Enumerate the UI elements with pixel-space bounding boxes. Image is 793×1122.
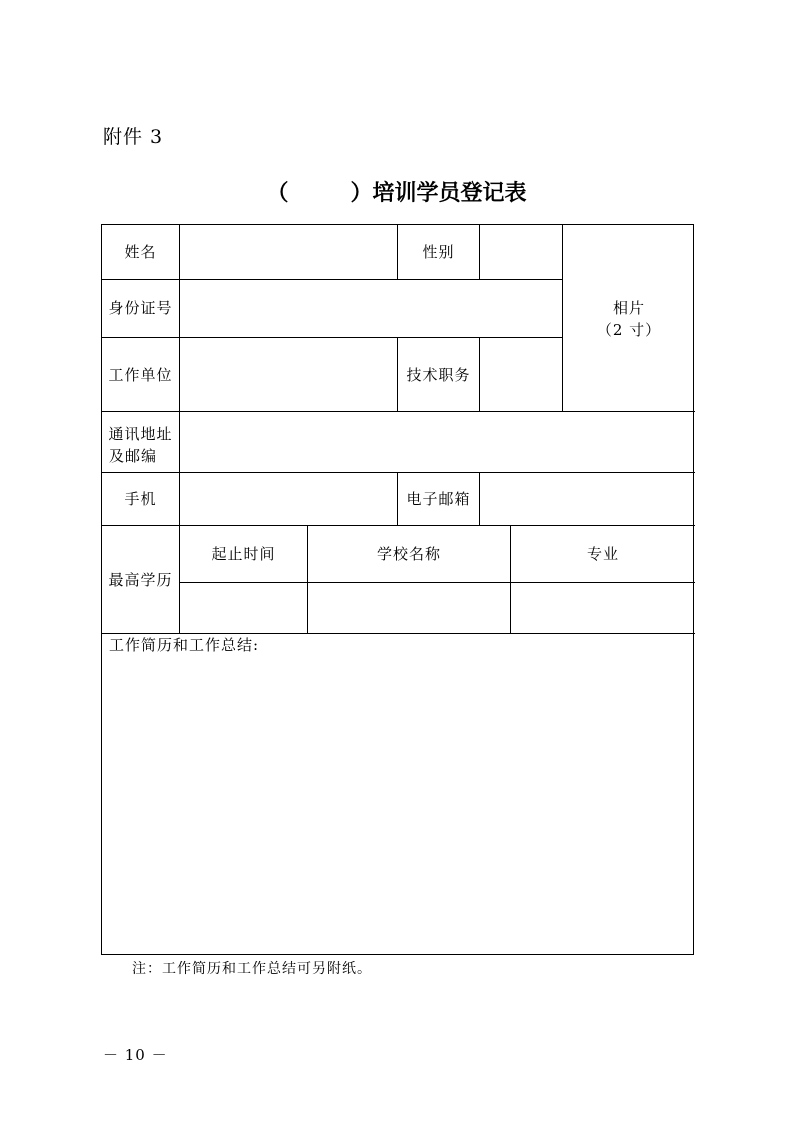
col-divider — [179, 525, 180, 633]
gender-label: 性别 — [422, 243, 455, 261]
id-number-label: 身份证号 — [108, 299, 173, 317]
address-label-line2: 及邮编 — [109, 447, 158, 465]
name-label: 姓名 — [124, 243, 157, 261]
col-divider — [179, 472, 180, 525]
form-title — [0, 176, 793, 207]
email-label: 电子邮箱 — [406, 490, 471, 508]
photo-size: （2 寸） — [596, 321, 662, 339]
row-divider — [102, 525, 695, 526]
row-divider — [102, 337, 562, 338]
title-text: 培训学员登记表 — [372, 181, 527, 206]
period-header: 起止时间 — [211, 545, 276, 563]
row-divider — [102, 472, 695, 473]
col-divider — [307, 525, 308, 633]
col-divider — [479, 337, 480, 411]
col-divider — [479, 225, 480, 279]
school-header: 学校名称 — [376, 545, 441, 563]
resume-label: 工作简历和工作总结: — [109, 636, 260, 654]
tech-title-label: 技术职务 — [406, 366, 471, 384]
note: 注：工作简历和工作总结可另附纸。 — [132, 961, 372, 977]
col-divider — [179, 225, 180, 411]
work-unit-label: 工作单位 — [108, 366, 173, 384]
photo-label: 相片 — [612, 299, 645, 317]
phone-label: 手机 — [124, 490, 157, 508]
col-divider — [510, 525, 511, 633]
col-divider — [179, 411, 180, 472]
page-number: － 10 － — [103, 1046, 168, 1064]
col-divider — [479, 472, 480, 525]
education-label: 最高学历 — [108, 571, 173, 589]
title-paren-right: ） — [350, 181, 373, 206]
row-divider — [102, 279, 562, 280]
title-paren-left: （ — [266, 181, 289, 206]
major-header: 专业 — [586, 545, 619, 563]
row-divider — [180, 582, 695, 583]
row-divider — [102, 411, 695, 412]
registration-form — [101, 224, 694, 955]
attachment-label: 附件 3 — [103, 126, 164, 148]
address-label-line1: 通讯地址 — [108, 425, 173, 443]
